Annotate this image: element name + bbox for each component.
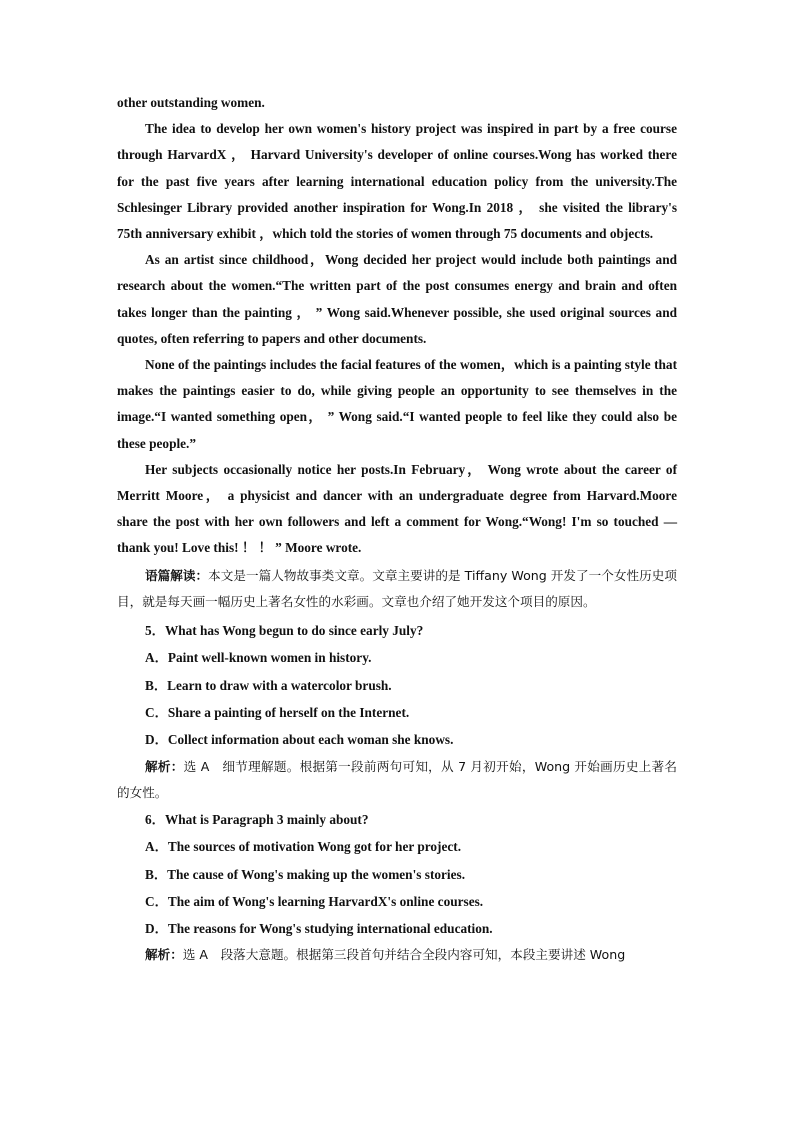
question-6-explanation	[117, 942, 677, 968]
question-5-explanation	[117, 754, 677, 806]
question-5-option-d: D．Collect information about each woman she knows.	[145, 732, 454, 748]
question-5-explanation-text: 选 A 细节理解题。根据第一段前两句可知，从 7 月初开始，Wong 开始画历史上著名的女性。	[117, 758, 677, 800]
question-5-option-a: A．Paint well-known women in history.	[145, 650, 372, 666]
question-5-option-b: B．Learn to draw with a watercolor brush.	[145, 677, 392, 693]
question-5-explanation-label: 解析：	[145, 758, 184, 774]
paragraph-4: Her subjects occasionally notice her posts.In February， Wong wrote about the career of Merritt Moore， a physicist and dancer with an undergraduate degree from Harvard.Moore share the post with her own followers and left a comment for Wong.“Wong! I'm so touched — thank you! Love this! ！ ！ ” Moore wrote.	[117, 461, 677, 556]
question-6	[117, 806, 677, 969]
discourse-analysis	[117, 563, 677, 615]
question-6-explanation-text: 选 A 段落大意题。根据第三段首句并结合全段内容可知，本段主要讲述 Wong	[182, 947, 626, 963]
paragraph-2: As an artist since childhood，Wong decided her project would include both paintings and research about the women.“The written part of the post consumes energy and brain and often takes longer than the painting ， ” Wong said.Whenever possible, she used original sources and quotes, often referring to papers and other documents.	[117, 252, 677, 346]
document-page	[117, 90, 677, 969]
analysis-label: 语篇解读：	[145, 567, 209, 583]
question-6-option-c: C．The aim of Wong's learning HarvardX's online courses.	[145, 893, 484, 909]
paragraph-3: None of the paintings includes the facial features of the women，which is a painting style that makes the paintings easier to do, while giving people an opportunity to see themselves in the image.“I wanted something open， ” Wong said.“I wanted people to feel like they could also be these people.”	[117, 357, 677, 451]
analysis-text: 本文是一篇人物故事类文章。文章主要讲的是 Tiffany Wong 开发了一个女性历史项目，就是每天画一幅历史上著名女性的水彩画。文章也介绍了她开发这个项目的原因。	[117, 567, 678, 609]
question-5	[117, 617, 677, 806]
paragraph-1: The idea to develop her own women's history project was inspired in part by a free course through HarvardX ， Harvard University's developer of online courses.Wong has worked there for the past five years after learning international education policy from the university.The Schlesinger Library provided another inspiration for Wong.In 2018 ， she visited the library's 75th anniversary exhibit ，which told the stories of women through 75 documents and objects.	[117, 121, 677, 242]
question-6-stem: 6．What is Paragraph 3 mainly about?	[145, 811, 369, 827]
lead-line: other outstanding women.	[117, 95, 265, 110]
question-6-explanation-label: 解析：	[145, 947, 183, 963]
question-6-option-b: B．The cause of Wong's making up the women's stories.	[145, 866, 466, 882]
question-5-option-c: C．Share a painting of herself on the Internet.	[145, 704, 410, 720]
question-5-stem: 5．What has Wong begun to do since early July?	[145, 623, 424, 639]
question-6-option-a: A．The sources of motivation Wong got for her project.	[145, 839, 462, 855]
question-6-option-d: D．The reasons for Wong's studying international education.	[145, 921, 493, 937]
